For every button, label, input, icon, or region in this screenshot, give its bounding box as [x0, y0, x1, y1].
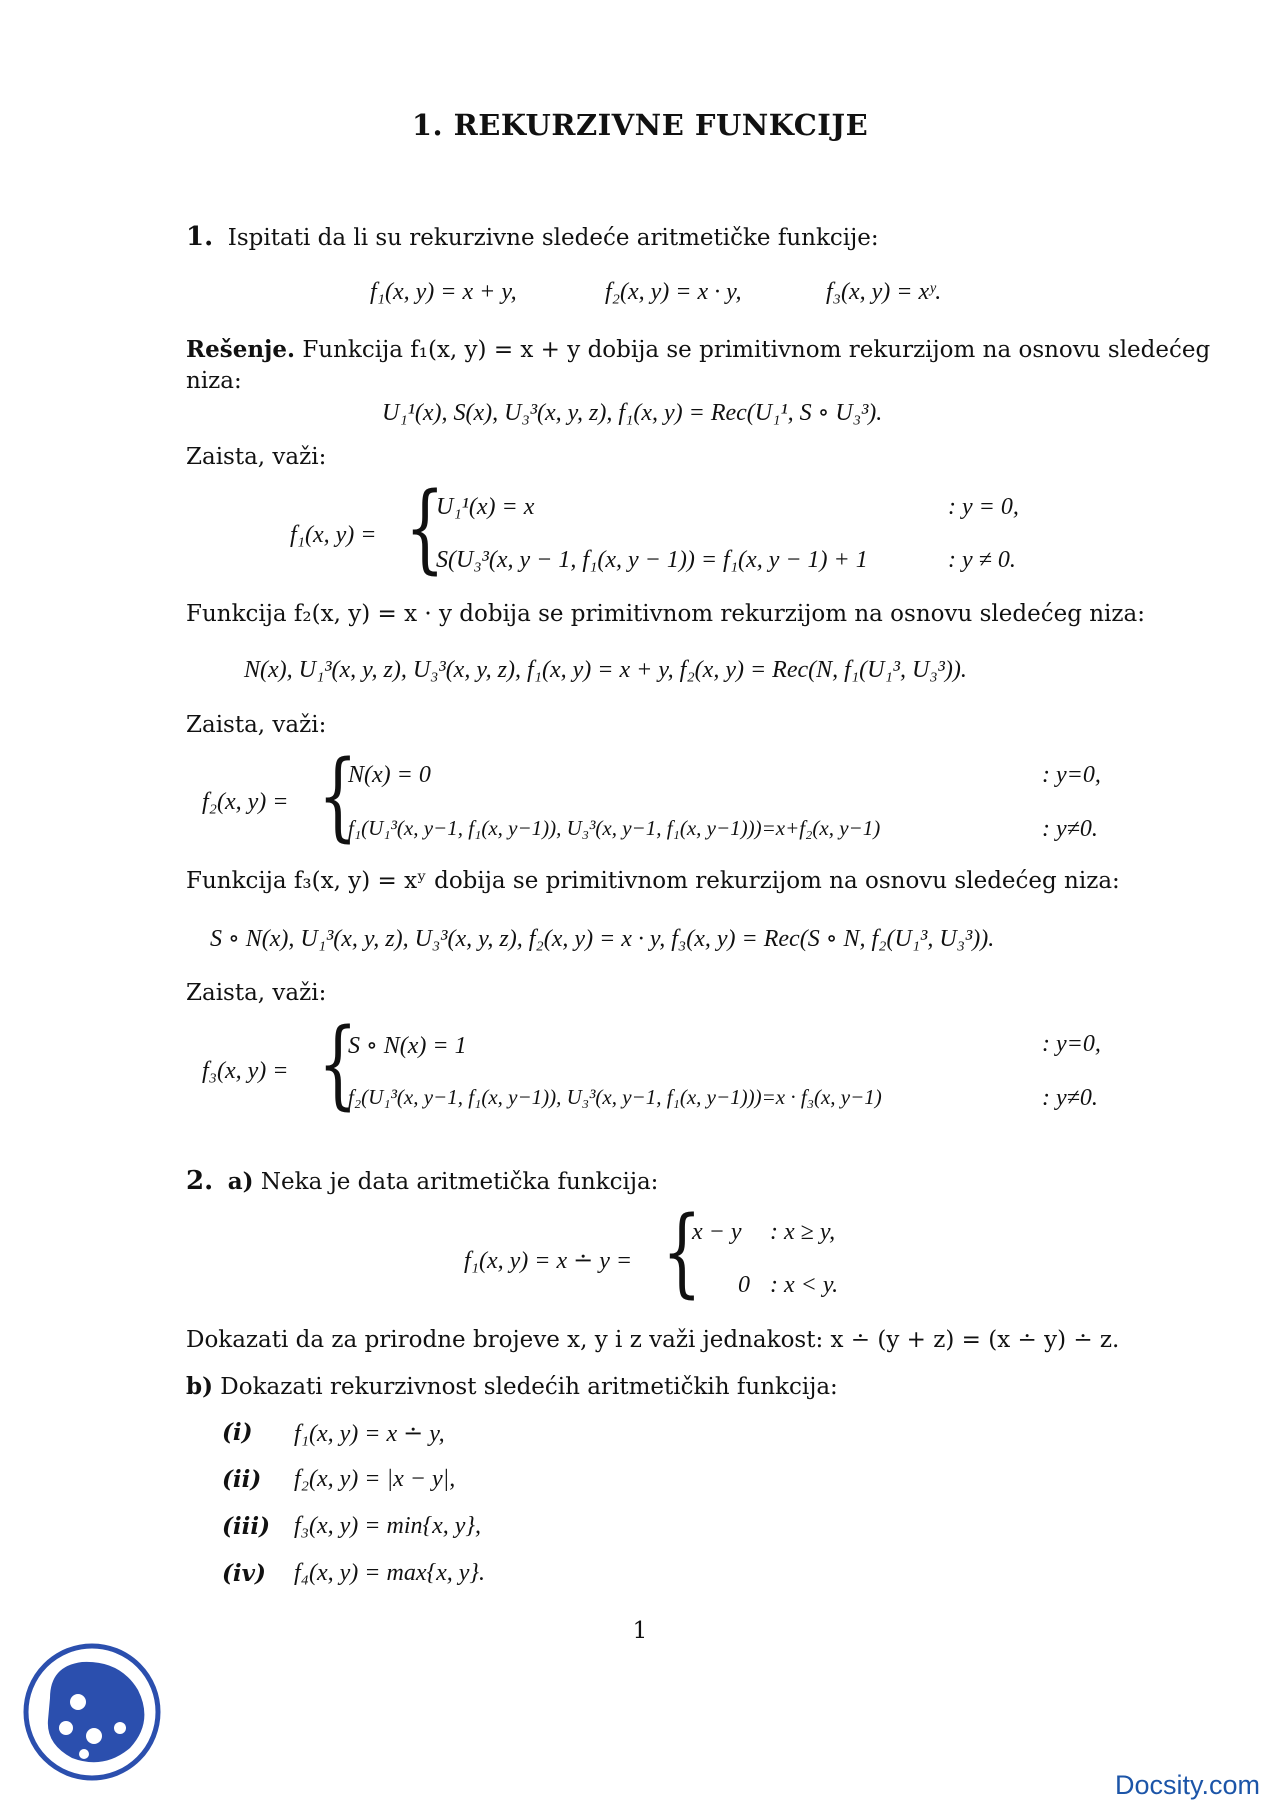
- f3-cond-2: : y≠0.: [1042, 1085, 1098, 1111]
- solution-label: Rešenje.: [186, 336, 296, 363]
- part-b-label: b): [186, 1373, 213, 1400]
- part-b-text: Dokazati rekurzivnost sledećih aritmetičkih funkcija:: [220, 1374, 838, 1400]
- f2-cond-2: : y≠0.: [1042, 816, 1098, 842]
- solution-intro: Funkcija f₁(x, y) = x + y dobija se primitivnom rekurzijom na osnovu sledećeg: [302, 337, 1211, 363]
- prove-statement: Dokazati da za prirodne brojeve x, y i z važi jednakost: x ∸ (y + z) = (x ∸ y) ∸ z.: [186, 1327, 1120, 1353]
- list-item-expr: f₁(x, y) = x ∸ y,: [294, 1421, 445, 1447]
- f3-case-2: f₂(U₁³(x, y−1, f₁(x, y−1)), U₃³(x, y−1, f₁(x, y−1)))=x · f₃(x, y−1): [348, 1085, 882, 1109]
- f1-case-1: U₁¹(x) = x: [436, 494, 535, 520]
- monus-case-1: x − y: [692, 1219, 742, 1245]
- list-item-expr: f₄(x, y) = max{x, y}.: [294, 1560, 485, 1586]
- def-f2: f₂(x, y) = x · y,: [605, 279, 742, 305]
- f3-cases-lhs: f₃(x, y) =: [202, 1058, 289, 1084]
- list-item-expr: f₂(x, y) = |x − y|,: [294, 1466, 456, 1492]
- def-f3: f₃(x, y) = xʸ.: [826, 279, 942, 305]
- list-item-label: (iii): [222, 1513, 270, 1540]
- left-brace: {: [405, 472, 445, 584]
- problem-number: 1.: [186, 222, 214, 252]
- monus-case-2: 0: [738, 1272, 750, 1298]
- problem-1-statement: [186, 222, 879, 253]
- problem-number: 2.: [186, 1166, 214, 1196]
- f3-case-1: S ∘ N(x) = 1: [348, 1033, 467, 1059]
- indeed-2: Zaista, važi:: [186, 712, 327, 738]
- problem-prompt: Ispitati da li su rekurzivne sledeće aritmetičke funkcije:: [227, 225, 879, 251]
- def-f1: f₁(x, y) = x + y,: [370, 279, 517, 305]
- solution-line-1: [186, 336, 1210, 365]
- monus-def-lhs: f₁(x, y) = x ∸ y =: [464, 1248, 633, 1274]
- page-number: 1: [632, 1618, 648, 1644]
- f1-cond-2: : y ≠ 0.: [948, 547, 1016, 573]
- monus-cond-2: : x < y.: [770, 1272, 839, 1298]
- sequence-f3: S ∘ N(x), U₁³(x, y, z), U₃³(x, y, z), f₂(x, y) = x · y, f₃(x, y) = Rec(S ∘ N, f₂(U₁³, U₃³)).: [210, 926, 995, 952]
- indeed-3: Zaista, važi:: [186, 980, 327, 1006]
- problem-2-statement: [186, 1166, 658, 1197]
- part-a-text: Neka je data aritmetička funkcija:: [260, 1169, 659, 1195]
- list-item-expr: f₃(x, y) = min{x, y},: [294, 1513, 481, 1539]
- f2-intro: Funkcija f₂(x, y) = x · y dobija se primitivnom rekurzijom na osnovu sledećeg niza:: [186, 601, 1145, 627]
- f1-cases-lhs: f₁(x, y) =: [290, 522, 377, 548]
- f1-case-2: S(U₃³(x, y − 1, f₁(x, y − 1)) = f₁(x, y − 1) + 1: [436, 547, 868, 573]
- left-brace: {: [318, 1008, 358, 1120]
- left-brace: {: [662, 1196, 702, 1308]
- part-b-statement: [186, 1373, 838, 1402]
- f2-cond-1: : y=0,: [1042, 762, 1101, 788]
- left-brace: {: [318, 740, 358, 852]
- chapter-title: 1. REKURZIVNE FUNKCIJE: [411, 108, 869, 142]
- docsity-logo-icon: [20, 1640, 164, 1784]
- f3-cond-1: : y=0,: [1042, 1031, 1101, 1057]
- list-item-label: (ii): [222, 1466, 262, 1493]
- indeed-1: Zaista, važi:: [186, 444, 327, 470]
- solution-line-2: niza:: [186, 368, 242, 394]
- list-item-label: (iv): [222, 1560, 266, 1587]
- list-item-label: (i): [222, 1419, 253, 1446]
- f1-cond-1: : y = 0,: [948, 494, 1019, 520]
- f3-intro: Funkcija f₃(x, y) = xʸ dobija se primitivnom rekurzijom na osnovu sledećeg niza:: [186, 868, 1120, 894]
- f2-case-1: N(x) = 0: [348, 762, 431, 788]
- f2-case-2: f₁(U₁³(x, y−1, f₁(x, y−1)), U₃³(x, y−1, f₁(x, y−1)))=x+f₂(x, y−1): [348, 816, 881, 840]
- sequence-f2: N(x), U₁³(x, y, z), U₃³(x, y, z), f₁(x, y) = x + y, f₂(x, y) = Rec(N, f₁(U₁³, U₃³)).: [244, 657, 967, 683]
- sequence-f1: U₁¹(x), S(x), U₃³(x, y, z), f₁(x, y) = Rec(U₁¹, S ∘ U₃³).: [382, 400, 883, 426]
- docsity-watermark[interactable]: Docsity.com: [1114, 1770, 1260, 1800]
- part-a-label: a): [227, 1168, 254, 1195]
- f2-cases-lhs: f₂(x, y) =: [202, 789, 289, 815]
- monus-cond-1: : x ≥ y,: [770, 1219, 836, 1245]
